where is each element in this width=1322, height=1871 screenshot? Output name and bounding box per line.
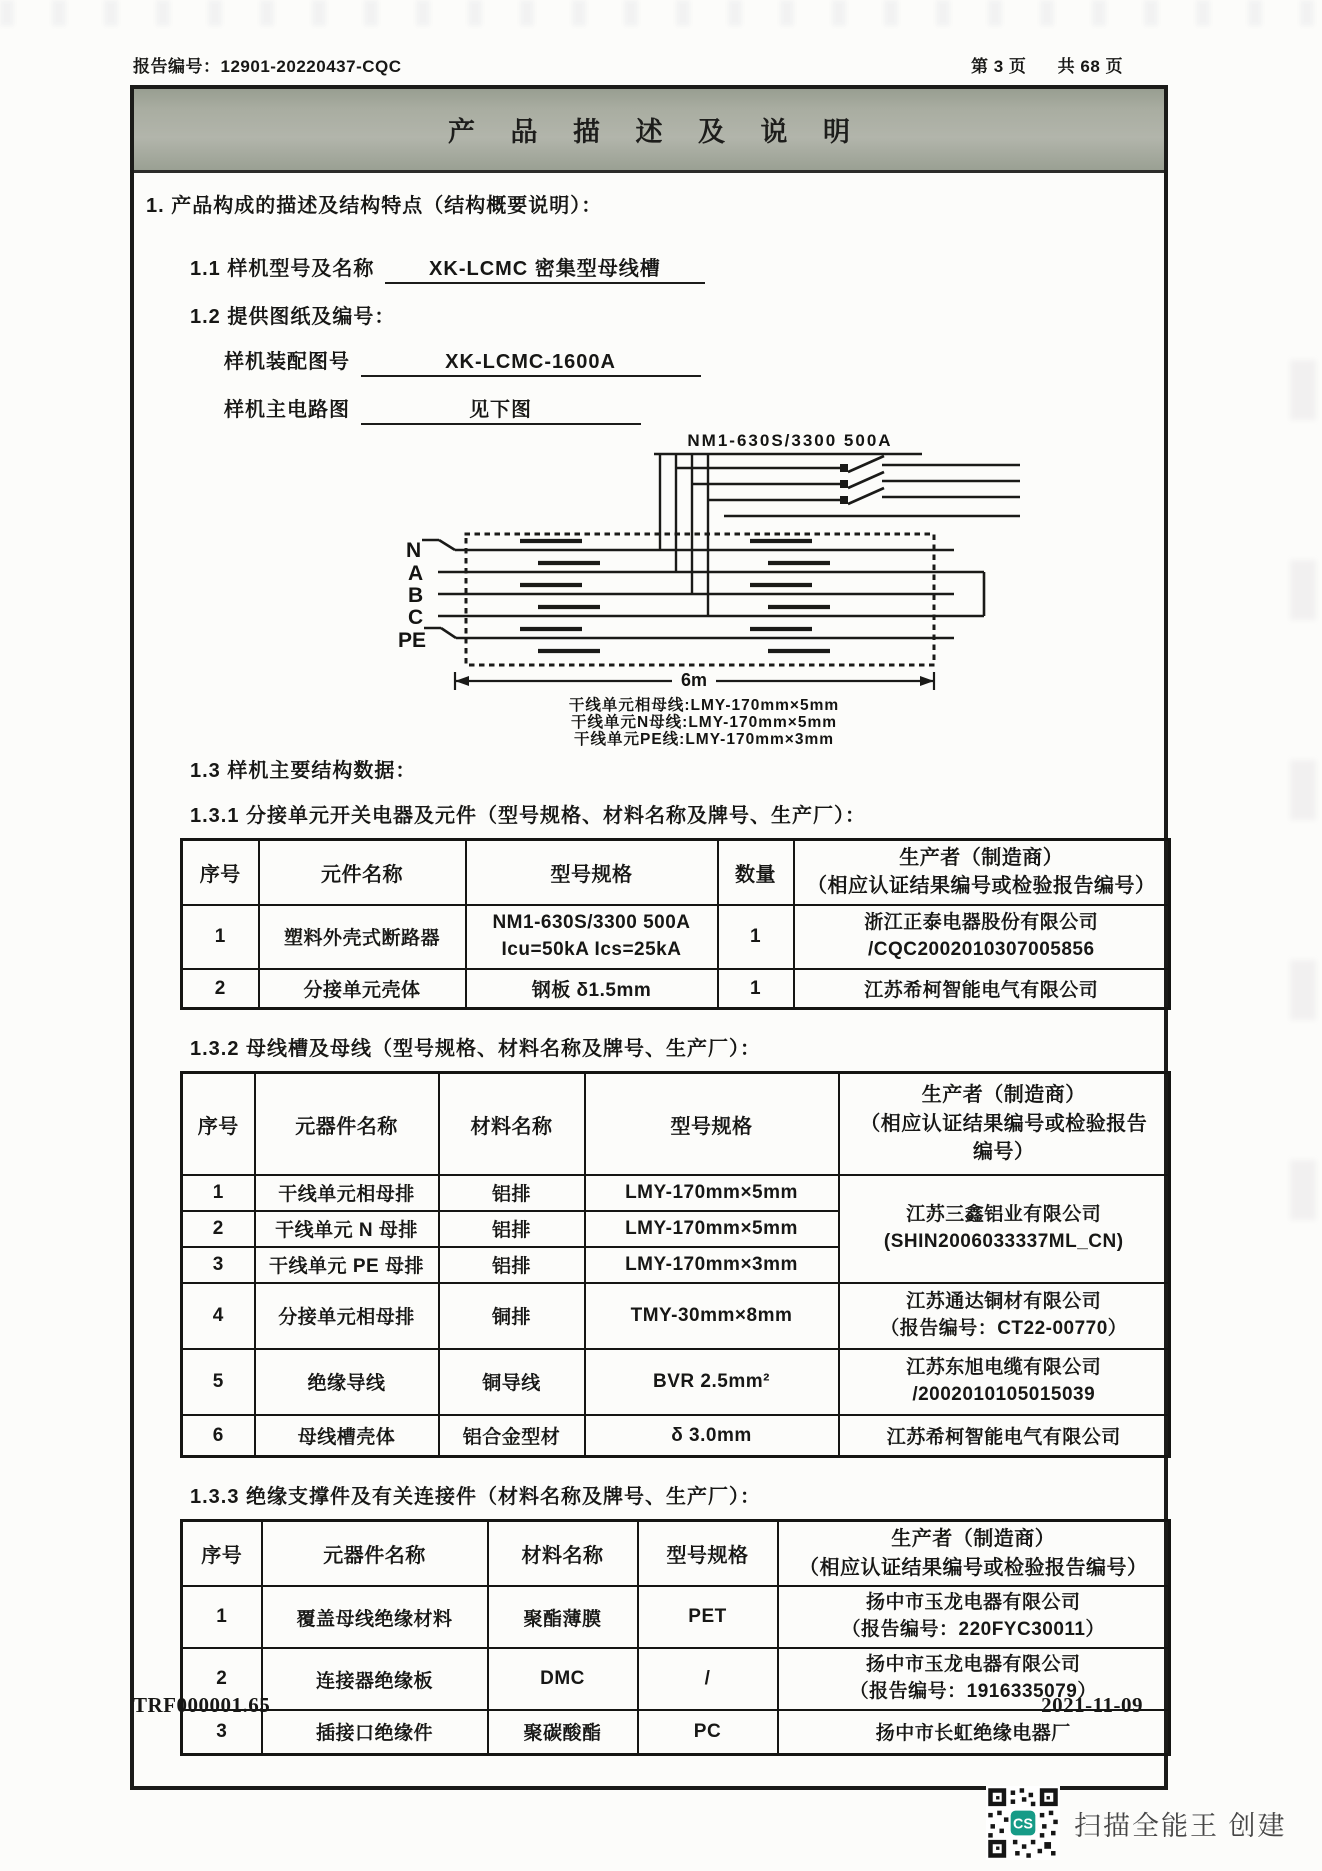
col-header-producer: 生产者（制造商） （相应认证结果编号或检验报告 编号） (839, 1073, 1170, 1175)
page-total: 共 68 页 (1057, 57, 1123, 76)
col-header-producer: 生产者（制造商） （相应认证结果编号或检验报告编号） (778, 1521, 1170, 1586)
model-value: XK-LCMC 密集型母线槽 (385, 252, 705, 284)
table-row: 2 分接单元壳体 钢板 δ1.5mm 1 江苏希柯智能电气有限公司 (182, 969, 1170, 1009)
table-row: 6 母线槽壳体 铝合金型材 δ 3.0mm 江苏希柯智能电气有限公司 (182, 1415, 1170, 1457)
document-frame (130, 85, 1168, 1790)
breaker-label: NM1-630S/3300 500A (687, 431, 893, 450)
table-row: 5 绝缘导线 铜导线 BVR 2.5mm² 江苏东旭电缆有限公司 /2002010105015039 (182, 1349, 1170, 1415)
page-indicator (945, 52, 1123, 77)
col-header-spec: 型号规格 (466, 840, 718, 905)
table-header-row (182, 840, 1170, 905)
page-title: 产 品 描 述 及 说 明 (447, 117, 864, 147)
col-header-qty: 数量 (718, 840, 794, 905)
section-1-heading: 1. 产品构成的描述及结构特点（结构概要说明）： (146, 195, 603, 217)
table-1-3-3 (180, 1519, 1171, 1755)
drawings-heading: 1.2 提供图纸及编号： (190, 306, 396, 328)
dimension-value: 6m (680, 670, 708, 690)
table-header-row: 序号 元器件名称 材料名称 型号规格 生产者（制造商） （相应认证结果编号或检验报告编号） (182, 1521, 1170, 1586)
table-row: 1 塑料外壳式断路器 NM1-630S/3300 500A Icu=50kA Ics=25kA 1 浙江正泰电器股份有限公司 /CQC2002010307005856 (182, 905, 1170, 969)
table-1-3-1 (180, 838, 1171, 1010)
table-1-3-2-caption: 1.3.2 母线槽及母线（型号规格、材料名称及牌号、生产厂）： (190, 1038, 762, 1061)
bus-caption-phase: 干线单元相母线:LMY-170mm×5mm (568, 697, 840, 714)
phase-label-c: C (408, 606, 424, 629)
main-circuit-value: 见下图 (361, 393, 641, 425)
page-header (133, 52, 1123, 77)
trf-number: TRF000001.65 (133, 1693, 271, 1717)
model-field (190, 252, 1160, 284)
table-1-3-2 (180, 1071, 1171, 1458)
model-label: 1.1 样机型号及名称 (190, 258, 375, 280)
assembly-drawing-label: 样机装配图号 (224, 351, 350, 373)
title-banner (134, 89, 1164, 173)
scan-credit-text: 扫描全能王 创建 (1074, 1810, 1287, 1841)
phase-label-pe: PE (398, 629, 427, 652)
camscanner-badge: CS (1013, 1816, 1033, 1833)
page-footer (133, 1693, 1143, 1718)
table-row: 1 干线单元相母排 铝排 LMY-170mm×5mm 江苏三鑫铝业有限公司 (SHIN2006033337ML_CN) (182, 1175, 1170, 1211)
report-number: 报告编号：12901-20220437-CQC (133, 57, 402, 76)
table-1-3-3-caption: 1.3.3 绝缘支撑件及有关连接件（材料名称及牌号、生产厂）： (190, 1486, 762, 1509)
scan-artifact-top (0, 0, 1322, 26)
table-1-3-1-caption: 1.3.1 分接单元开关电器及元件（型号规格、材料名称及牌号、生产厂）： (190, 805, 867, 827)
col-header-no: 序号 (182, 840, 259, 905)
scan-credit (986, 1786, 1287, 1860)
col-header-producer: 生产者（制造商） （相应认证结果编号或检验报告编号） (794, 840, 1170, 905)
table-row: 2 连接器绝缘板 DMC / 扬中市玉龙电器有限公司 （报告编号：1916335079） (182, 1648, 1170, 1710)
main-circuit-diagram (392, 429, 1052, 752)
scan-artifact-right (1290, 360, 1316, 1260)
qr-code (986, 1786, 1060, 1860)
bus-caption-pe: 干线单元PE线:LMY-170mm×3mm (573, 731, 835, 747)
page-current: 第 3 页 (971, 57, 1027, 76)
table-row: 3 插接口绝缘件 聚碳酸酯 PC 扬中市长虹绝缘电器厂 (182, 1710, 1170, 1754)
table-row: 2 干线单元 N 母排 铝排 LMY-170mm×5mm (182, 1211, 1170, 1247)
breaker-pole-icons (840, 456, 884, 504)
merged-producer-cell: 江苏三鑫铝业有限公司 (SHIN2006033337ML_CN) (839, 1175, 1170, 1283)
bus-caption-n: 干线单元N母线:LMY-170mm×5mm (570, 714, 838, 731)
assembly-drawing-field (224, 345, 1160, 377)
report-date: 2021-11-09 (1041, 1693, 1143, 1717)
col-header-name: 元件名称 (259, 840, 466, 905)
assembly-drawing-value: XK-LCMC-1600A (361, 351, 701, 377)
phase-label-b: B (408, 584, 424, 607)
table-header-row: 序号 元器件名称 材料名称 型号规格 生产者（制造商） （相应认证结果编号或检验报告 编号） (182, 1073, 1170, 1175)
main-circuit-label: 样机主电路图 (224, 399, 350, 421)
document-body (134, 173, 1164, 1786)
table-row: 3 干线单元 PE 母排 铝排 LMY-170mm×3mm (182, 1247, 1170, 1283)
phase-label-n: N (406, 539, 422, 562)
main-circuit-field (224, 393, 1160, 425)
section-1-3-heading: 1.3 样机主要结构数据： (190, 760, 417, 782)
dimension-line (455, 669, 934, 690)
phase-label-a: A (408, 562, 424, 585)
table-row: 4 分接单元相母排 铜排 TMY-30mm×8mm 江苏通达铜材有限公司 （报告编号：CT22-00770） (182, 1283, 1170, 1349)
table-row: 1 覆盖母线绝缘材料 聚酯薄膜 PET 扬中市玉龙电器有限公司 （报告编号：220FYC30011） (182, 1586, 1170, 1648)
